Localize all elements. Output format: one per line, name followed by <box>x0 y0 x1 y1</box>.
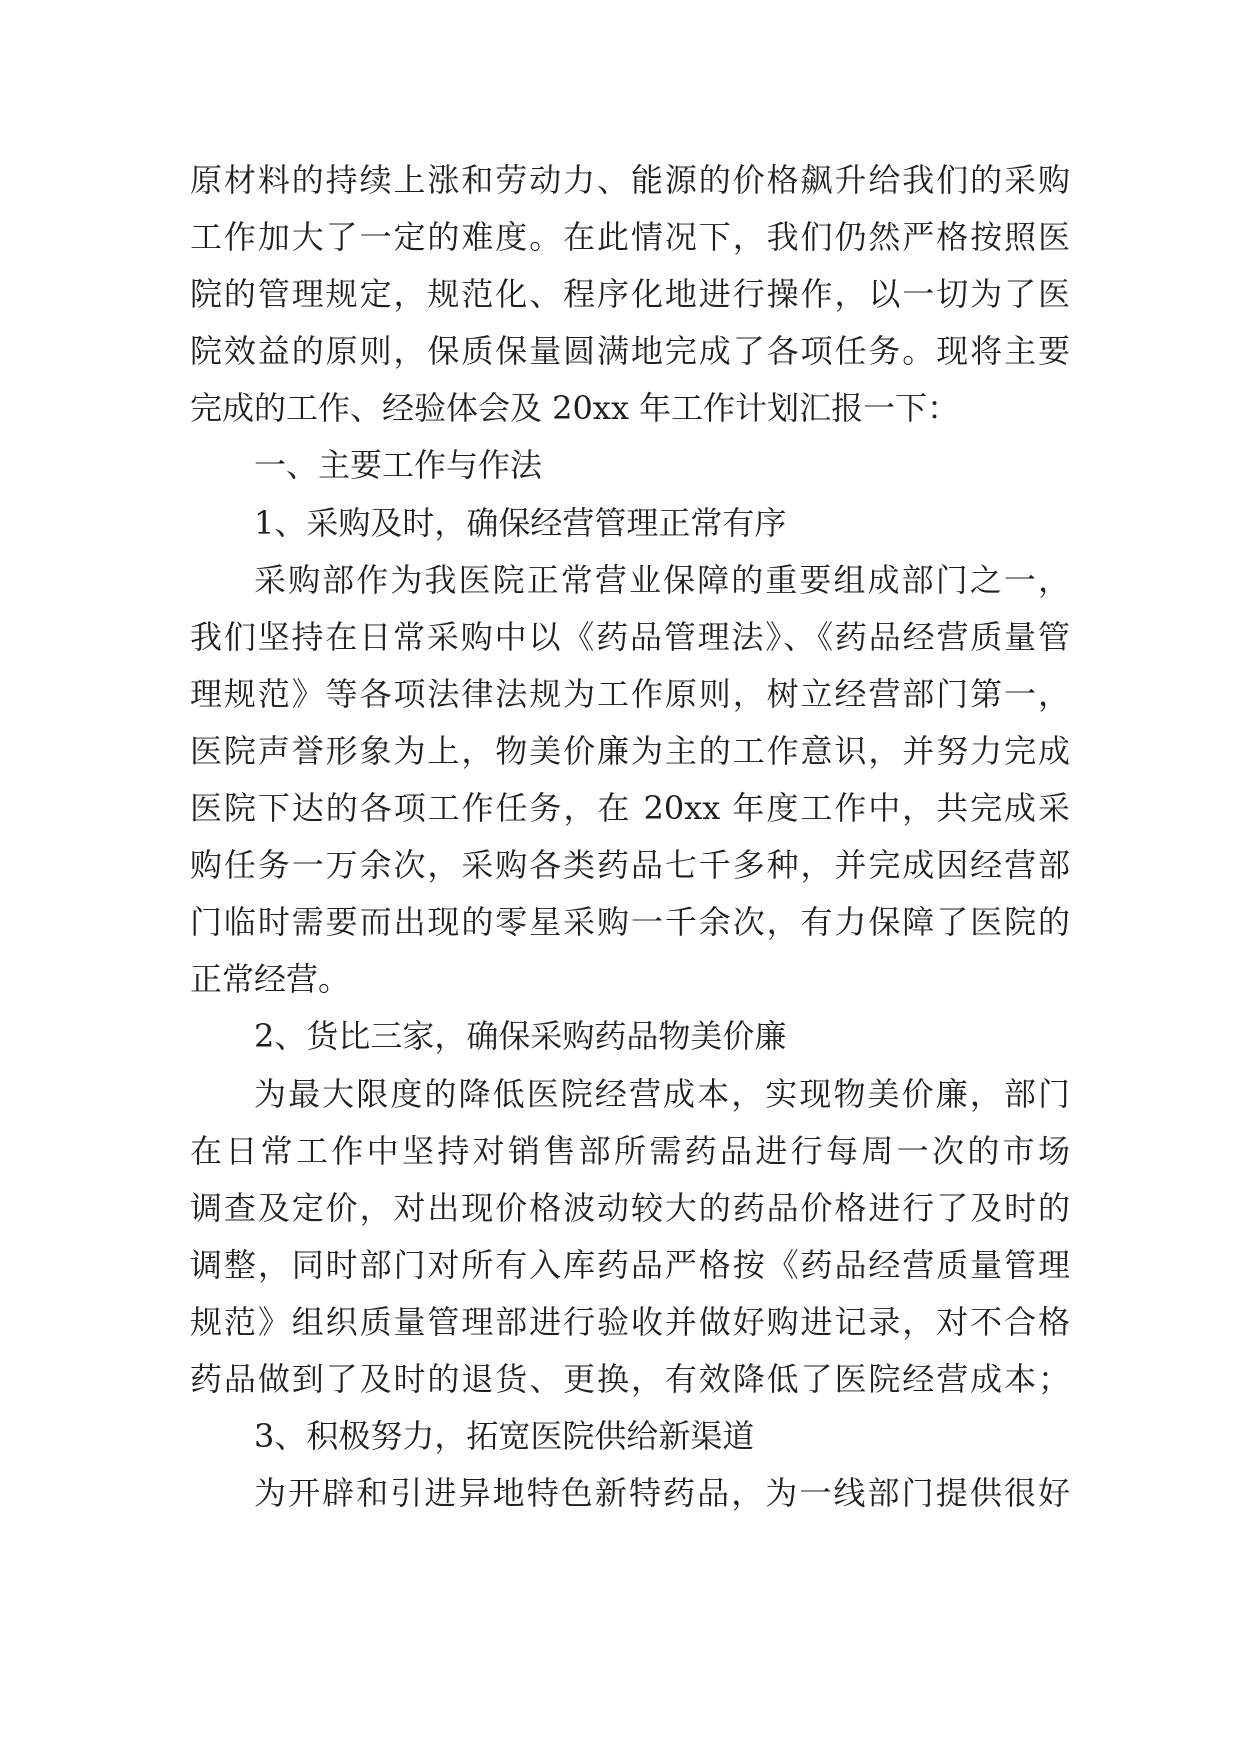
document-body <box>190 152 1070 1522</box>
text-line: 正常经营。 <box>190 960 351 999</box>
text-line: 门临时需要而出现的零星采购一千余次，有力保障了医院的 <box>190 903 1070 942</box>
text-line: 院的管理规定，规范化、程序化地进行操作，以一切为了医 <box>190 275 1070 314</box>
text-line: 2、货比三家，确保采购药品物美价廉 <box>254 1017 787 1056</box>
text-line: 医院下达的各项工作任务，在 20xx 年度工作中，共完成采 <box>190 789 1070 828</box>
text-line: 一、主要工作与作法 <box>254 446 543 485</box>
text-line: 调整，同时部门对所有入库药品严格按《药品经营质量管理 <box>190 1245 1070 1284</box>
text-line: 为开辟和引进异地特色新特药品，为一线部门提供很好 <box>254 1474 1070 1513</box>
text-line: 完成的工作、经验体会及 20xx 年工作计划汇报一下： <box>190 389 960 428</box>
text-line: 规范》组织质量管理部进行验收并做好购进记录，对不合格 <box>190 1302 1070 1341</box>
text-line: 院效益的原则，保质保量圆满地完成了各项任务。现将主要 <box>190 332 1070 371</box>
text-line: 为最大限度的降低医院经营成本，实现物美价廉，部门 <box>254 1074 1070 1113</box>
text-line: 药品做到了及时的退货、更换，有效降低了医院经营成本； <box>190 1359 1070 1398</box>
text-line: 我们坚持在日常采购中以《药品管理法》、《药品经营质量管 <box>190 617 1070 656</box>
text-line: 采购部作为我医院正常营业保障的重要组成部门之一， <box>254 560 1070 599</box>
text-line: 3、积极努力，拓宽医院供给新渠道 <box>254 1417 755 1456</box>
text-line: 理规范》等各项法律法规为工作原则，树立经营部门第一， <box>190 674 1070 713</box>
text-line: 调查及定价，对出现价格波动较大的药品价格进行了及时的 <box>190 1188 1070 1227</box>
text-line: 工作加大了一定的难度。在此情况下，我们仍然严格按照医 <box>190 218 1070 257</box>
text-line: 在日常工作中坚持对销售部所需药品进行每周一次的市场 <box>190 1131 1070 1170</box>
text-line: 原材料的持续上涨和劳动力、能源的价格飙升给我们的采购 <box>190 161 1070 199</box>
text-line: 1、采购及时，确保经营管理正常有序 <box>254 503 787 542</box>
text-line: 医院声誉形象为上，物美价廉为主的工作意识，并努力完成 <box>190 731 1070 770</box>
text-line: 购任务一万余次，采购各类药品七千多种，并完成因经营部 <box>190 846 1070 885</box>
